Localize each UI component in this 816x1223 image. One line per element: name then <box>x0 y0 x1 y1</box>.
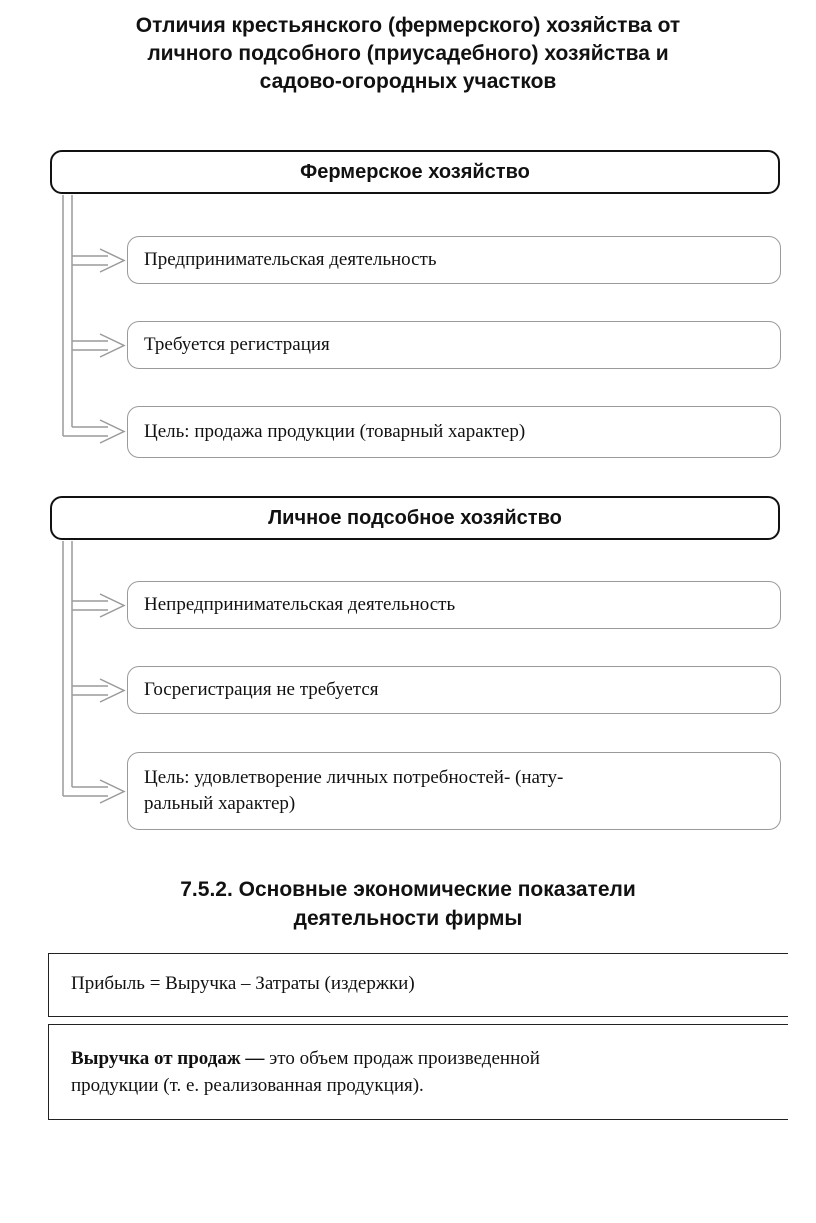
personal-item-3 <box>127 752 781 830</box>
personal-item-1 <box>127 581 781 629</box>
section-title-line-2: деятельности фирмы <box>293 907 523 930</box>
personal-item-2-text: Госрегистрация не требуется <box>144 679 379 700</box>
formula-box <box>48 953 788 1017</box>
definition-term: Выручка от продаж — <box>71 1048 265 1069</box>
formula-text: Прибыль = Выручка – Затраты (издержки) <box>71 973 415 994</box>
farm-arrow-2 <box>100 334 124 357</box>
farm-heading: Фермерское хозяйство <box>300 160 530 183</box>
definition-line-2: продукции (т. е. реализованная продукция). <box>71 1075 424 1096</box>
farm-item-3-text: Цель: продажа продукции (товарный характер) <box>144 421 526 442</box>
farm-heading-box <box>50 150 780 194</box>
personal-item-2 <box>127 666 781 714</box>
definition-line-1: это объем продаж произведенной <box>264 1048 540 1069</box>
personal-item-3-line-1: Цель: удовлетворение личных потребностей- (нату- <box>144 767 564 788</box>
personal-arrow-2 <box>100 679 124 702</box>
personal-item-3-line-2: ральный характер) <box>144 793 296 814</box>
title-line-1: Отличия крестьянского (фермерского) хозяйства от <box>135 14 681 37</box>
farm-arrow-3 <box>100 420 124 443</box>
farm-item-2 <box>127 321 781 369</box>
personal-item-1-text: Непредпринимательская деятельность <box>144 594 456 615</box>
farm-item-3 <box>127 406 781 458</box>
personal-heading: Личное подсобное хозяйство <box>268 506 562 529</box>
title-line-2: личного подсобного (приусадебного) хозяйства и <box>147 42 669 65</box>
section-title-line-1: 7.5.2. Основные экономические показатели <box>180 878 636 901</box>
section-title <box>60 875 756 933</box>
personal-arrow-1 <box>100 594 124 617</box>
farm-item-2-text: Требуется регистрация <box>144 334 330 355</box>
farm-item-1 <box>127 236 781 284</box>
title-line-3: садово-огородных участков <box>259 70 557 93</box>
farm-arrow-1 <box>100 249 124 272</box>
personal-arrow-3 <box>100 780 124 803</box>
personal-heading-box <box>50 496 780 540</box>
definition-box <box>48 1024 788 1120</box>
farm-item-1-text: Предпринимательская деятельность <box>144 249 437 270</box>
